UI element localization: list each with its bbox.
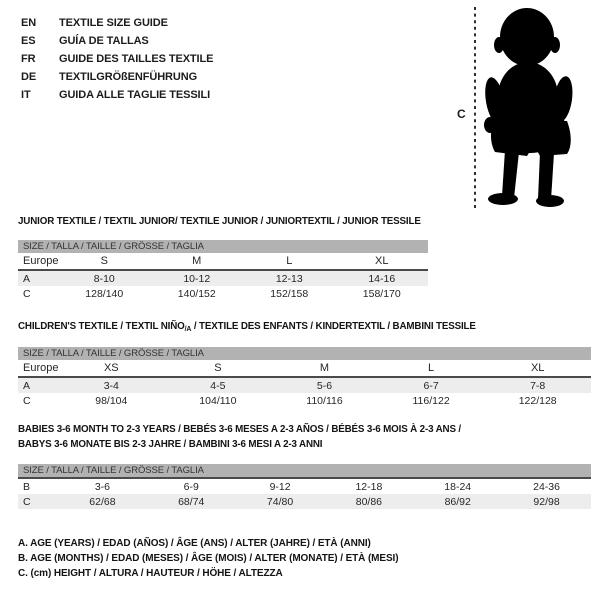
row-label: B bbox=[23, 480, 31, 493]
region-label: Europe bbox=[23, 255, 59, 267]
lang-code: EN bbox=[21, 17, 37, 29]
junior-size-table bbox=[18, 240, 428, 301]
value-cell: 3-6 bbox=[94, 480, 110, 493]
column-header-cell: S bbox=[214, 362, 222, 374]
lang-row-fr bbox=[21, 50, 213, 68]
babies-table-title-line2: BABYS 3-6 MONATE BIS 2-3 JAHRE / BAMBINI 3-6 MESI A 2-3 ANNI bbox=[18, 439, 323, 450]
value-cell: 7-8 bbox=[530, 379, 546, 392]
children-title-pre: CHILDREN'S TEXTILE / TEXTIL NIÑO bbox=[18, 321, 185, 332]
value-cell: 12-13 bbox=[275, 272, 303, 285]
value-cell: 6-7 bbox=[423, 379, 439, 392]
lang-row-es bbox=[21, 32, 213, 50]
lang-row-de bbox=[21, 68, 213, 86]
lang-row-it bbox=[21, 86, 213, 104]
table-row-b bbox=[18, 479, 591, 494]
value-cell: 110/116 bbox=[306, 394, 343, 407]
footnote-c: C. (cm) HEIGHT / ALTURA / HAUTEUR / HÖHE / ALTEZZA bbox=[18, 568, 283, 579]
value-cell: 104/110 bbox=[199, 394, 237, 407]
babies-table-title-line1: BABIES 3-6 MONTH TO 2-3 YEARS / BEBÉS 3-6 MESES A 2-3 AÑOS / BÉBÉS 3-6 MOIS À 2-3 ANS / bbox=[18, 424, 461, 435]
value-cell: 116/122 bbox=[412, 394, 450, 407]
value-cell: 158/170 bbox=[362, 287, 401, 300]
value-cell: 18-24 bbox=[444, 480, 472, 493]
lang-code: IT bbox=[21, 89, 31, 101]
lang-title: GUÍA DE TALLAS bbox=[59, 35, 149, 47]
column-header-cell: M bbox=[192, 255, 202, 267]
children-title-post: / TEXTILE DES ENFANTS / KINDERTEXTIL / BAMBINI TESSILE bbox=[191, 321, 476, 332]
value-cell: 24-36 bbox=[533, 480, 560, 493]
column-header-cell: S bbox=[100, 255, 108, 267]
value-cell: 128/140 bbox=[85, 287, 124, 300]
column-header-row bbox=[18, 360, 591, 378]
region-label: Europe bbox=[23, 362, 59, 374]
value-cell: 68/74 bbox=[178, 495, 205, 508]
column-header-row bbox=[18, 253, 428, 271]
lang-title: TEXTILGRÖßENFÜHRUNG bbox=[59, 71, 198, 83]
children-table-title bbox=[18, 321, 476, 336]
row-label: A bbox=[23, 379, 31, 392]
table-row-c bbox=[18, 494, 591, 509]
toddler-silhouette-figure bbox=[460, 6, 590, 209]
row-label: A bbox=[23, 272, 31, 285]
junior-table-title: JUNIOR TEXTILE / TEXTIL JUNIOR/ TEXTILE JUNIOR / JUNIORTEXTIL / JUNIOR TESSILE bbox=[18, 216, 421, 227]
column-header-cell: XS bbox=[103, 362, 119, 374]
footnote-a: A. AGE (YEARS) / EDAD (AÑOS) / ÂGE (ANS) / ALTER (JAHRE) / ETÀ (ANNI) bbox=[18, 538, 371, 549]
value-cell: 152/158 bbox=[270, 287, 309, 300]
table-row-a bbox=[18, 378, 591, 393]
value-cell: 80/86 bbox=[355, 495, 383, 508]
babies-size-table bbox=[18, 464, 591, 509]
value-cell: 140/152 bbox=[177, 287, 216, 300]
value-cell: 6-9 bbox=[183, 480, 199, 493]
row-label: C bbox=[23, 394, 31, 407]
children-title-sub: /A bbox=[184, 326, 192, 333]
column-header-cell: XL bbox=[375, 255, 389, 267]
value-cell: 92/98 bbox=[533, 495, 560, 508]
footnote-b: B. AGE (MONTHS) / EDAD (MESES) / ÂGE (MOIS) / ALTER (MONATE) / ETÀ (MESI) bbox=[18, 553, 399, 564]
lang-code: ES bbox=[21, 35, 36, 47]
children-size-table bbox=[18, 347, 591, 408]
lang-title: GUIDA ALLE TAGLIE TESSILI bbox=[59, 89, 211, 101]
table-row-a bbox=[18, 271, 428, 286]
table-row-c bbox=[18, 286, 428, 301]
value-cell: 3-4 bbox=[103, 379, 119, 392]
value-cell: 98/104 bbox=[95, 394, 128, 407]
value-cell: 5-6 bbox=[316, 379, 333, 392]
lang-row-en bbox=[21, 14, 213, 32]
value-cell: 4-5 bbox=[210, 379, 226, 392]
height-label-c: C bbox=[457, 107, 466, 121]
value-cell: 62/68 bbox=[89, 495, 116, 508]
lang-code: FR bbox=[21, 53, 36, 65]
value-cell: 9-12 bbox=[269, 480, 291, 493]
size-header-bar: SIZE / TALLA / TAILLE / GRÖSSE / TAGLIA bbox=[18, 240, 428, 253]
toddler-silhouette bbox=[482, 8, 575, 207]
value-cell: 74/80 bbox=[266, 495, 294, 508]
column-header-cell: XL bbox=[530, 362, 545, 374]
column-header-cell: L bbox=[286, 255, 293, 267]
lang-title: TEXTILE SIZE GUIDE bbox=[59, 17, 168, 29]
size-header-bar: SIZE / TALLA / TAILLE / GRÖSSE / TAGLIA bbox=[18, 464, 591, 479]
column-header-cell: L bbox=[428, 362, 435, 374]
value-cell: 12-18 bbox=[355, 480, 383, 493]
size-header-bar: SIZE / TALLA / TAILLE / GRÖSSE / TAGLIA bbox=[18, 347, 591, 360]
table-row-c bbox=[18, 393, 591, 408]
lang-title: GUIDE DES TAILLES TEXTILE bbox=[59, 53, 214, 65]
value-cell: 10-12 bbox=[183, 272, 211, 285]
value-cell: 122/128 bbox=[518, 394, 557, 407]
value-cell: 86/92 bbox=[444, 495, 471, 508]
value-cell: 14-16 bbox=[368, 272, 396, 285]
row-label: C bbox=[23, 495, 31, 508]
column-header-cell: M bbox=[319, 362, 330, 374]
value-cell: 8-10 bbox=[93, 272, 115, 285]
row-label: C bbox=[23, 287, 31, 300]
language-title-list bbox=[21, 14, 213, 104]
lang-code: DE bbox=[21, 71, 37, 83]
